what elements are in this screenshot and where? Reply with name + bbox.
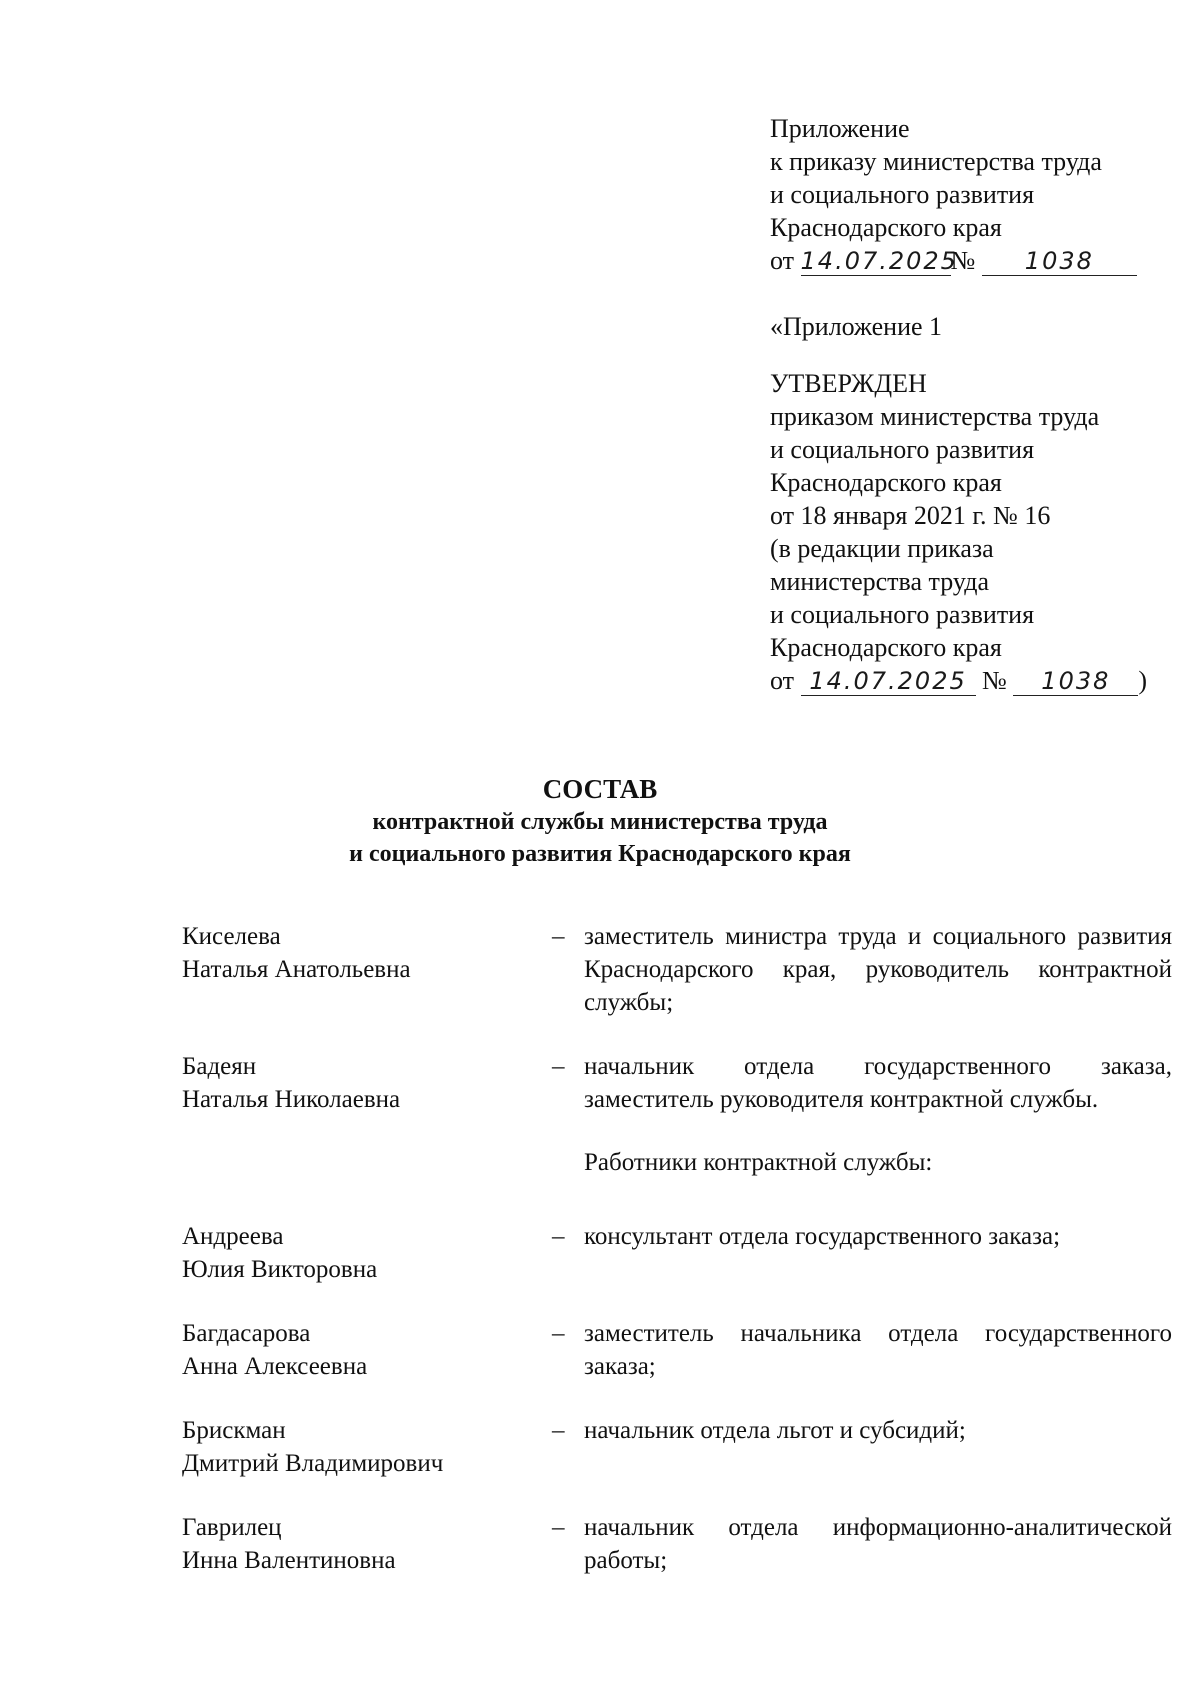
approval-line: приказом министерства труда bbox=[770, 402, 1100, 431]
dash-separator: – bbox=[552, 1514, 565, 1541]
approval-line: и социального развития bbox=[770, 435, 1035, 464]
number-sign: № bbox=[950, 246, 976, 275]
dash-separator: – bbox=[552, 1417, 565, 1444]
order-date-line bbox=[770, 244, 1170, 277]
worker-name bbox=[182, 1511, 542, 1577]
worker-given-names: Инна Валентиновна bbox=[182, 1547, 396, 1574]
approved-heading: УТВЕРЖДЕН bbox=[770, 369, 927, 398]
appendix-reference: «Приложение 1 bbox=[770, 312, 943, 341]
dash-separator: – bbox=[552, 1223, 565, 1250]
revision-date-line bbox=[770, 664, 1170, 697]
worker-surname: Багдасарова bbox=[182, 1320, 311, 1347]
date-prefix: от bbox=[770, 246, 795, 275]
member-role: начальник отдела государственного заказа, заместитель руководителя контрактной службы. bbox=[584, 1053, 1172, 1113]
header-appendix-block bbox=[770, 112, 1170, 697]
worker-given-names: Анна Алексеевна bbox=[182, 1353, 368, 1380]
worker-role: заместитель начальника отдела государственного заказа; bbox=[584, 1320, 1172, 1380]
approval-line: от 18 января 2021 г. № 16 bbox=[770, 501, 1051, 530]
document-title: СОСТАВ bbox=[542, 774, 658, 804]
member-surname: Бадеян bbox=[182, 1053, 257, 1080]
handwritten-date: 14.07.2025 bbox=[800, 247, 958, 275]
handwritten-number: 1038 bbox=[1013, 667, 1138, 696]
worker-role: начальник отдела информационно-аналитической работы; bbox=[584, 1514, 1172, 1574]
dash-separator: – bbox=[552, 923, 565, 950]
dash-separator: – bbox=[552, 1320, 565, 1347]
member-role: заместитель министра труда и социального развития Краснодарского края, руководитель контрактной службы; bbox=[584, 923, 1172, 1016]
handwritten-number: 1038 bbox=[982, 247, 1137, 276]
dash-separator: – bbox=[552, 1053, 565, 1080]
member-given-names: Наталья Анатольевна bbox=[182, 956, 411, 983]
document-subtitle-line: контрактной службы министерства труда bbox=[372, 809, 828, 835]
worker-given-names: Юлия Викторовна bbox=[182, 1256, 378, 1283]
member-name bbox=[182, 920, 542, 986]
member-name bbox=[182, 1050, 542, 1116]
approval-line: Краснодарского края bbox=[770, 633, 1002, 662]
worker-name bbox=[182, 1317, 542, 1383]
handwritten-date: 14.07.2025 bbox=[801, 667, 976, 696]
appendix-line: и социального развития bbox=[770, 180, 1035, 209]
worker-given-names: Дмитрий Владимирович bbox=[182, 1450, 444, 1477]
member-surname: Киселева bbox=[182, 923, 281, 950]
worker-surname: Гаврилец bbox=[182, 1514, 282, 1541]
approval-line: и социального развития bbox=[770, 600, 1035, 629]
appendix-line: Краснодарского края bbox=[770, 213, 1002, 242]
worker-name bbox=[182, 1414, 542, 1480]
approval-line: (в редакции приказа bbox=[770, 534, 994, 563]
worker-surname: Андреева bbox=[182, 1223, 284, 1250]
worker-role: начальник отдела льгот и субсидий; bbox=[584, 1417, 966, 1444]
worker-name bbox=[182, 1220, 542, 1286]
document-title-block bbox=[0, 772, 1200, 870]
worker-surname: Брискман bbox=[182, 1417, 286, 1444]
appendix-line: к приказу министерства труда bbox=[770, 147, 1102, 176]
date-prefix: от bbox=[770, 666, 795, 695]
member-given-names: Наталья Николаевна bbox=[182, 1086, 401, 1113]
number-sign: № bbox=[982, 666, 1007, 695]
approval-line: министерства труда bbox=[770, 567, 989, 596]
worker-role: консультант отдела государственного заказа; bbox=[584, 1223, 1061, 1250]
workers-heading: Работники контрактной службы: bbox=[584, 1149, 933, 1176]
approval-line: Краснодарского края bbox=[770, 468, 1002, 497]
closing-paren: ) bbox=[1138, 666, 1148, 695]
document-subtitle-line: и социального развития Краснодарского края bbox=[349, 841, 851, 867]
appendix-title: Приложение bbox=[770, 114, 910, 143]
